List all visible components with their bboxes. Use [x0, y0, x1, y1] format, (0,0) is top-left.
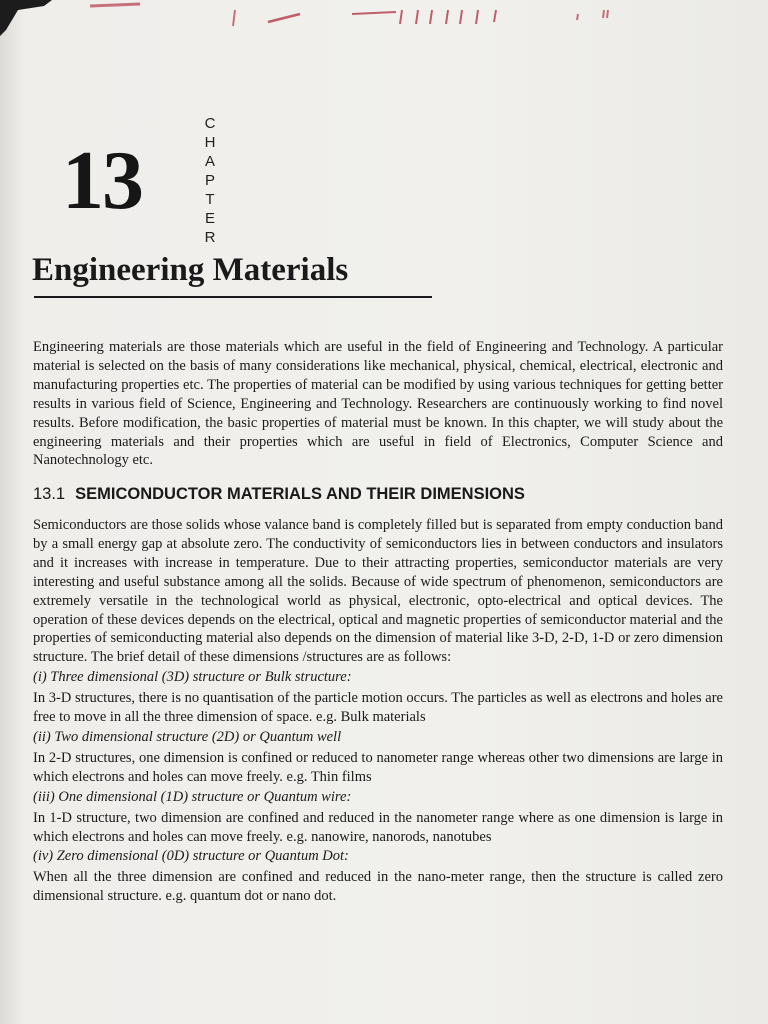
intro-paragraph: Engineering materials are those materials which are useful in the field of Engineering and Technology. A particular material is selected on the basis of many considerations like mechanical, physical, chemical, electrical, electronic and manufacturing properties etc. The properties of material can be modified by using various techniques for getting better results in various field of Science, Engineering and Technology. Researchers are continuously working to find novel results. Before modification, the basic properties of material must be known. In this chapter, we will study about the engineering materials and their properties which are useful in field of Electronics, Computer Science and Nanotechnology etc.	[33, 339, 723, 469]
section-heading	[33, 485, 733, 504]
section-number: 13.1	[33, 485, 66, 503]
item-heading-1d: (iii) One dimensional (1D) structure or Quantum wire:	[33, 788, 352, 805]
chapter-title: Engineering Materials	[32, 252, 349, 288]
section-paragraph: Semiconductors are those solids whose valance band is completely filled but is separated from empty conduction band by a small energy gap at absolute zero. The conductivity of semiconductors lies in between conductors and insulators and it increases with increase in temperature. Due to their attracting properties, semiconductor materials are very interesting and useful substance among all the solids. Because of wide spectrum of phenomenon, semiconductors are extremely versatile in the technological world as physical, electronic, opto-electrical and optical devices. The operation of these devices depends on the electrical, optical and magnetic properties of semiconductor material and the properties of semiconducting material also depends on the dimension of material like 3-D, 2-D, 1-D or zero dimension structure. The brief detail of these dimensions /structures are as follows:	[33, 517, 723, 666]
section-title: SEMICONDUCTOR MATERIALS AND THEIR DIMENSIONS	[75, 485, 525, 503]
item-heading-2d: (ii) Two dimensional structure (2D) or Quantum well	[33, 728, 342, 745]
item-text-3d: In 3-D structures, there is no quantisation of the particle motion occurs. The particles as well as electrons and holes are free to move in all the three dimension of space. e.g. Bulk materials	[33, 690, 723, 726]
item-text-0d: When all the three dimension are confined and reduced in the nano-meter range, then the structure is called zero dimensional structure. e.g. quantum dot or nano dot.	[33, 869, 723, 905]
item-text-1d: In 1-D structure, two dimension are confined and reduced in the nanometer range where as one dimension is large in which electrons and holes can move freely. e.g. nanowire, nanorods, nanotubes	[33, 809, 723, 845]
chapter-label-vertical: C H A P T E R	[204, 115, 216, 246]
title-underline	[34, 296, 432, 298]
top-pen-marks	[0, 0, 768, 40]
chapter-number: 13	[62, 134, 142, 227]
section-body	[33, 516, 723, 906]
item-heading-0d: (iv) Zero dimensional (0D) structure or Quantum Dot:	[33, 848, 349, 865]
item-heading-3d: (i) Three dimensional (3D) structure or Bulk structure:	[33, 669, 352, 686]
item-text-2d: In 2-D structures, one dimension is confined or reduced to nanometer range whereas other two dimensions are large in which electrons and holes can move freely. e.g. Thin films	[33, 749, 723, 785]
